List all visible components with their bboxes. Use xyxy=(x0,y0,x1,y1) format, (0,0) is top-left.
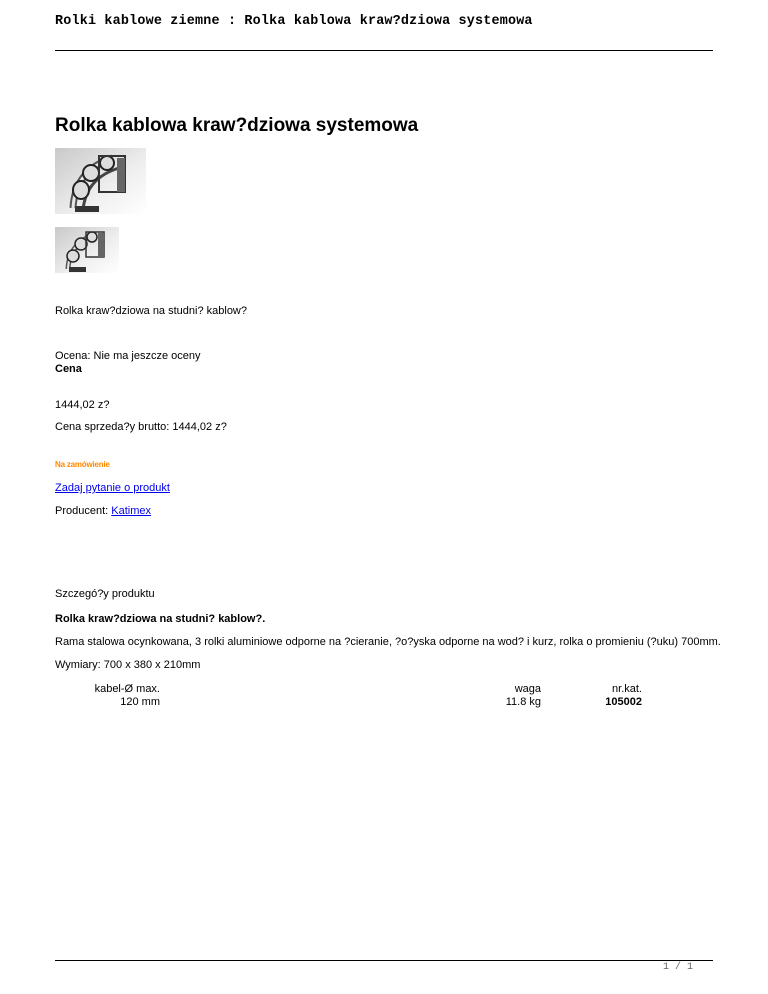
footer-divider xyxy=(55,960,713,961)
price-heading: Cena xyxy=(55,363,82,375)
spec-catalog-column xyxy=(580,683,642,709)
spec-cable-value: 120 mm xyxy=(120,696,160,708)
manufacturer-line xyxy=(55,504,151,518)
spec-cable-label: kabel-Ø max. xyxy=(94,683,160,695)
product-thumbnail[interactable] xyxy=(55,227,119,273)
manufacturer-link[interactable]: Katimex xyxy=(111,505,152,517)
ask-question-link[interactable]: Zadaj pytanie o produkt xyxy=(55,482,170,494)
gross-price: Cena sprzeda?y brutto: 1444,02 z? xyxy=(55,421,227,433)
rating-text: Ocena: Nie ma jeszcze oceny xyxy=(55,350,201,362)
manufacturer-label: Producent: xyxy=(55,505,109,517)
details-dimensions: Wymiary: 700 x 380 x 210mm xyxy=(55,659,201,671)
spec-weight-column xyxy=(470,683,541,709)
spec-weight-label: waga xyxy=(514,683,541,695)
spec-cable-column xyxy=(60,683,160,709)
availability-badge: Na zamówienie xyxy=(55,460,110,469)
spec-catalog-value: 105002 xyxy=(605,696,642,708)
document-header-title: Rolki kablowe ziemne : Rolka kablowa kraw?dziowa systemowa xyxy=(55,14,533,29)
product-image[interactable] xyxy=(55,148,146,214)
price-value: 1444,02 z? xyxy=(55,399,110,411)
short-description: Rolka kraw?dziowa na studni? kablow? xyxy=(55,305,247,317)
details-description: Rama stalowa ocynkowana, 3 rolki aluminiowe odporne na ?cieranie, ?o?yska odporne na wod? i kurz, rolka o promieniu (?uku) 700mm. xyxy=(55,636,721,648)
page-number: 1 / 1 xyxy=(663,962,694,973)
product-title: Rolka kablowa kraw?dziowa systemowa xyxy=(55,115,419,136)
header-divider xyxy=(55,50,713,51)
spec-catalog-label: nr.kat. xyxy=(612,683,642,695)
details-title: Rolka kraw?dziowa na studni? kablow?. xyxy=(55,613,266,625)
spec-weight-value: 11.8 kg xyxy=(505,696,541,708)
details-heading: Szczegó?y produktu xyxy=(55,588,155,600)
